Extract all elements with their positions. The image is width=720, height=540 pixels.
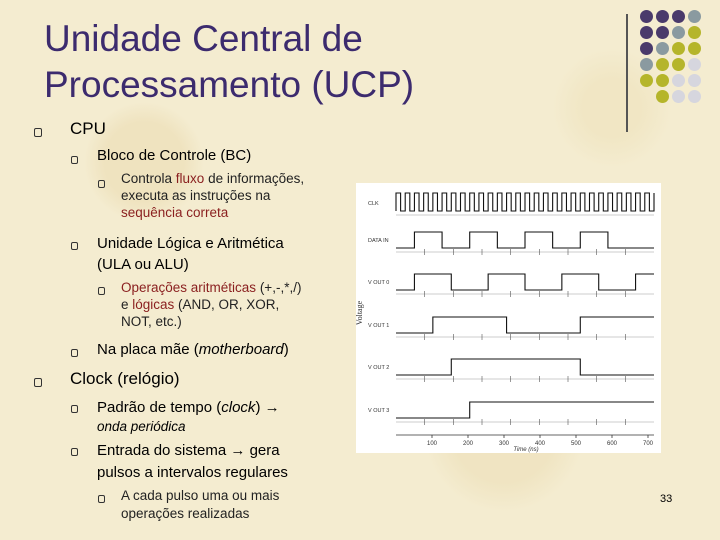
bullet-icon xyxy=(71,448,78,456)
decorative-dot xyxy=(672,10,685,23)
signal-trace xyxy=(396,274,654,290)
bullet-icon xyxy=(34,128,42,137)
bullet-icon xyxy=(98,495,105,503)
bullet-icon xyxy=(98,180,105,188)
decorative-dot xyxy=(672,58,685,71)
x-tick-label: 200 xyxy=(462,441,474,447)
signal-trace xyxy=(396,193,654,211)
row-label: CLK xyxy=(368,201,379,207)
y-axis-label: Voltage xyxy=(355,300,364,326)
bullet-icon xyxy=(71,242,78,250)
decorative-dot xyxy=(656,42,669,55)
bc-description: Controla fluxo de informações, executa as instruções na sequência correta xyxy=(121,171,305,220)
decorative-dot xyxy=(688,74,701,87)
decorative-dot xyxy=(688,90,701,103)
x-tick-label: 500 xyxy=(570,441,582,447)
decorative-dot xyxy=(640,42,653,55)
x-tick-label: 700 xyxy=(642,441,654,447)
decorative-dot xyxy=(640,26,653,39)
x-tick-label: 300 xyxy=(498,441,510,447)
decorative-dot xyxy=(656,74,669,87)
decorative-dot xyxy=(640,74,653,87)
decorative-dot xyxy=(640,10,653,23)
bullet-icon xyxy=(71,405,78,413)
bullet-icon xyxy=(71,349,78,357)
decorative-dot xyxy=(672,26,685,39)
bullet-icon xyxy=(34,378,42,387)
signal-trace xyxy=(396,232,654,248)
title-line-2: Processamento (UCP) xyxy=(44,64,415,105)
row-label: V OUT 3 xyxy=(368,408,390,414)
slide-title xyxy=(44,16,604,108)
decorative-dot xyxy=(656,10,669,23)
row-label: DATA IN xyxy=(368,238,389,244)
x-tick-label: 400 xyxy=(534,441,546,447)
row-label: V OUT 1 xyxy=(368,323,390,329)
bullet-ula: Unidade Lógica e Aritmética (ULA ou ALU) xyxy=(97,235,284,273)
decorative-dot xyxy=(688,26,701,39)
decorative-dot xyxy=(672,74,685,87)
arrow-right-icon: → xyxy=(230,442,246,459)
row-label: V OUT 2 xyxy=(368,365,390,371)
decorative-dot xyxy=(688,42,701,55)
bullet-bc: Bloco de Controle (BC) xyxy=(97,147,252,164)
x-tick-label: 100 xyxy=(426,441,438,447)
signal-trace xyxy=(396,359,654,375)
arrow-right-icon: → xyxy=(264,399,280,416)
decorative-dot xyxy=(688,10,701,23)
ula-description: Operações aritméticas (+,-,*,/) e lógicas (AND, OR, XOR, NOT, etc.) xyxy=(121,280,302,329)
x-tick-label: 600 xyxy=(606,441,618,447)
bullet-icon xyxy=(98,287,105,295)
signal-trace xyxy=(396,317,654,333)
decorative-dot xyxy=(688,58,701,71)
bullet-entrada: Entrada do sistema → gera pulsos a intervalos regulares xyxy=(97,442,288,481)
timing-diagram xyxy=(356,183,661,453)
title-line-1: Unidade Central de xyxy=(44,18,363,59)
bullet-placa: Na placa mãe (motherboard) xyxy=(97,341,289,358)
bullet-clock: Clock (relógio) xyxy=(70,369,180,388)
x-axis-label: Time (ns) xyxy=(513,447,539,453)
decorative-divider xyxy=(626,14,628,132)
decorative-dot xyxy=(672,90,685,103)
page-number: 33 xyxy=(660,493,673,505)
row-label: V OUT 0 xyxy=(368,280,390,286)
bullet-icon xyxy=(71,156,78,164)
bullet-padrao: Padrão de tempo (clock) → onda periódica xyxy=(97,399,280,434)
decorative-dot xyxy=(640,58,653,71)
decorative-dot xyxy=(656,58,669,71)
decorative-dot xyxy=(672,42,685,55)
decorative-dot xyxy=(656,90,669,103)
bullet-cpu: CPU xyxy=(70,119,106,138)
decorative-dot xyxy=(656,26,669,39)
clock-timing-figure xyxy=(356,183,661,453)
signal-trace xyxy=(396,402,654,418)
pulso-description: A cada pulso uma ou mais operações realizadas xyxy=(121,488,280,521)
